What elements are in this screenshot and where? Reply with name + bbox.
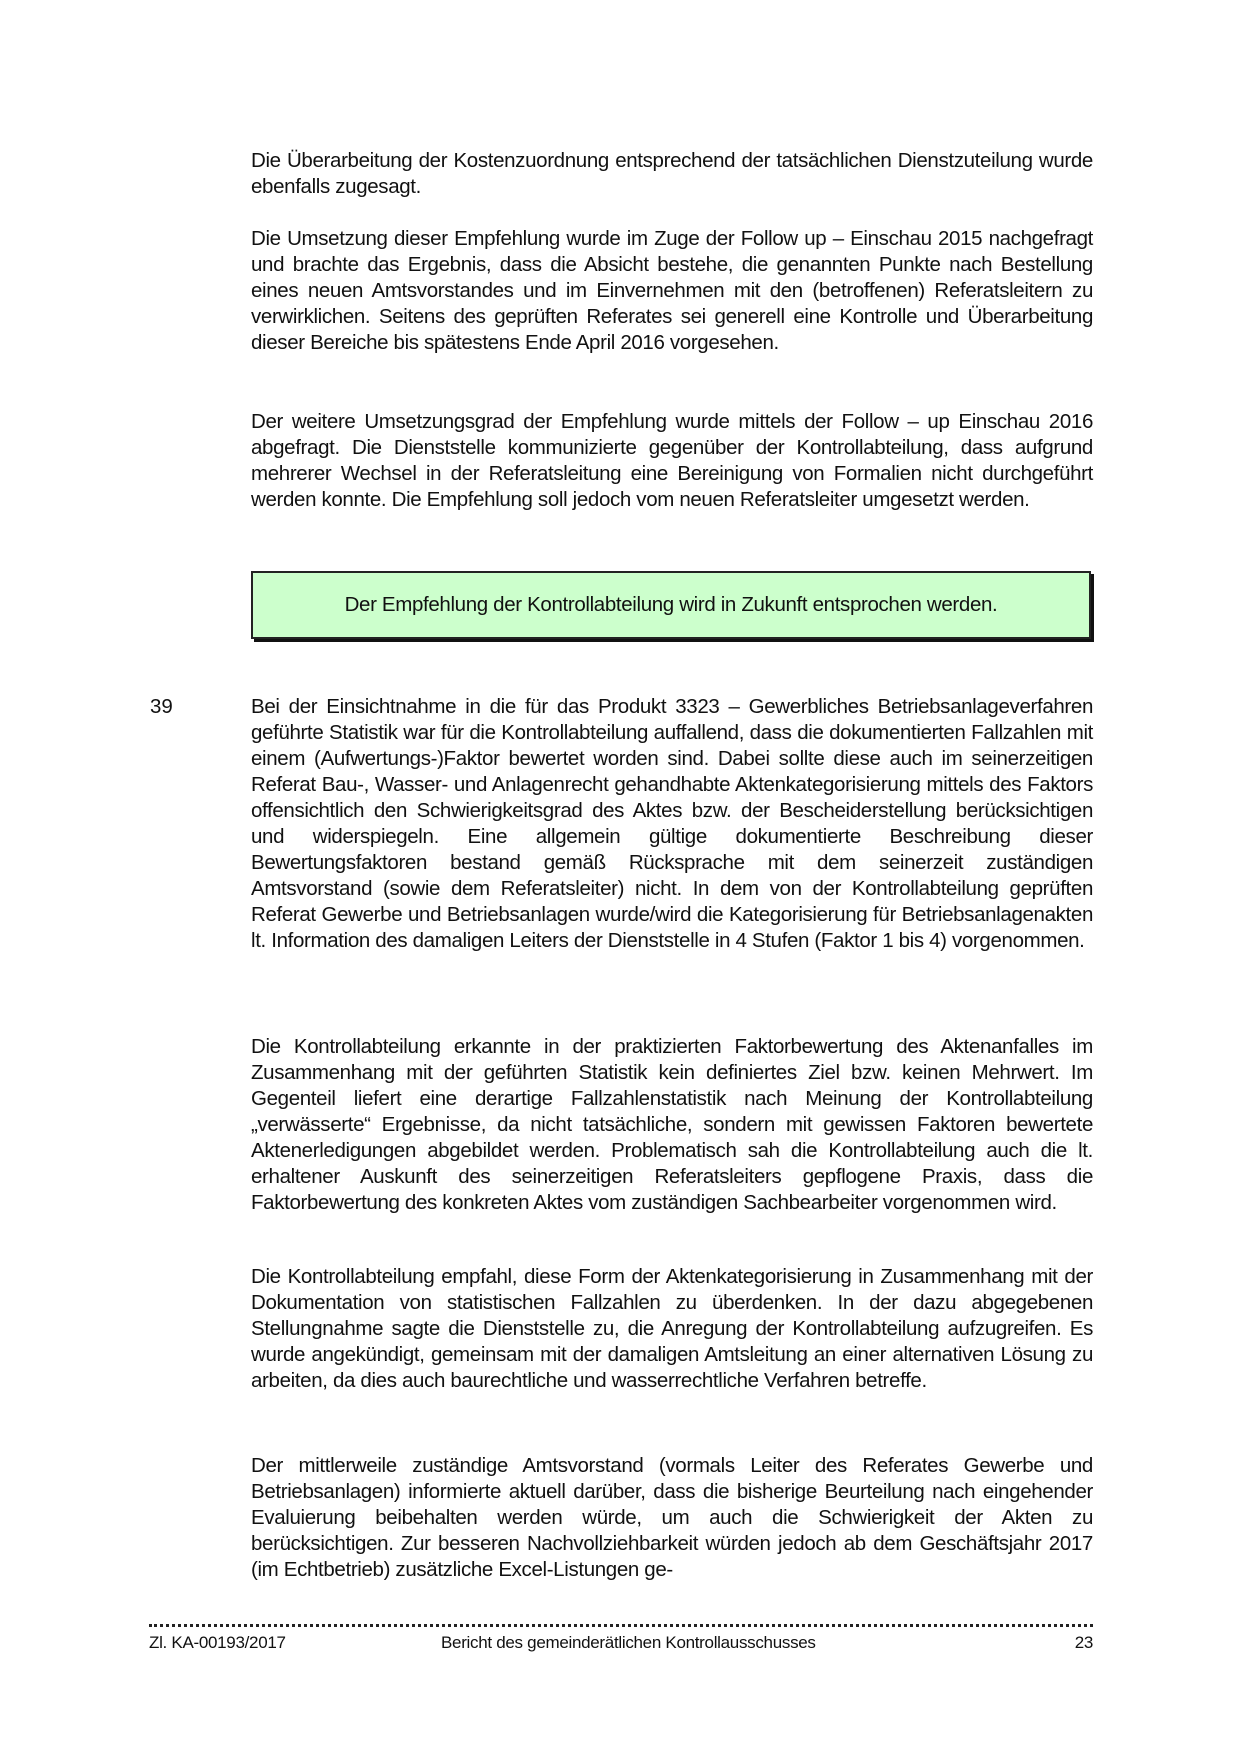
section-paragraph-assessment <box>251 1034 1093 1216</box>
paragraph-text: Bei der Einsichtnahme in die für das Produkt 3323 – Gewerbliches Betriebsanlageverfahren geführte Statistik war für die Kontrollabteilung auffallend, dass die dokumentierten Fallzahlen mit einem (Aufwertungs-)Faktor bewertet worden sind. Dabei sollte diese auch im seinerzeitigen Referat Bau-, Wasser- und Anlagenrecht gehandhabte Aktenkategorisierung mittels des Faktors offensichtlich den Schwierigkeitsgrad des Aktes bzw. der Bescheiderstellung berücksichtigen und widerspiegeln. Eine allgemein gültige dokumentierte Beschreibung dieser Bewertungsfaktoren bestand gemäß Rücksprache mit dem seinerzeit zuständigen Amtsvorstand (sowie dem Referatsleiter) nicht. In dem von der Kontrollabteilung geprüften Referat Gewerbe und Betriebsanlagen wurde/wird die Kategorisierung für Betriebsanlagenakten lt. Information des damaligen Leiters der Dienststelle in 4 Stufen (Faktor 1 bis 4) vorgenommen. <box>251 695 1093 952</box>
footer-page-number: 23 <box>1074 1633 1093 1652</box>
paragraph-text: Die Überarbeitung der Kostenzuordnung entsprechend der tatsächlichen Dienstzuteilung wurde ebenfalls zugesagt. <box>251 149 1093 198</box>
paragraph-follow-up-2015 <box>251 226 1093 356</box>
footer-title: Bericht des gemeinderätlichen Kontrollausschusses <box>441 1633 816 1652</box>
footer-reference: Zl. KA-00193/2017 <box>149 1633 286 1652</box>
section-number: 39 <box>150 695 173 718</box>
footer-dotted-divider <box>149 1624 1093 1631</box>
paragraph-follow-up-2016 <box>251 409 1093 513</box>
paragraph-text: Der weitere Umsetzungsgrad der Empfehlung wurde mittels der Follow – up Einschau 2016 abgefragt. Die Dienststelle kommunizierte gegenüber der Kontrollabteilung, dass aufgrund mehrerer Wechsel in der Referatsleitung eine Bereinigung von Formalien nicht durchgeführt werden konnte. Die Empfehlung soll jedoch vom neuen Referatsleiter umgesetzt werden. <box>251 410 1093 511</box>
paragraph-text: Die Kontrollabteilung empfahl, diese Form der Aktenkategorisierung in Zusammenhang mit der Dokumentation von statistischen Fallzahlen zu überdenken. In der dazu abgegebenen Stellungnahme sagte die Dienststelle zu, die Anregung der Kontrollabteilung aufzugreifen. Es wurde angekündigt, gemeinsam mit der damaligen Amtsleitung an einer alternativen Lösung zu arbeiten, da dies auch baurechtliche und wasserrechtliche Verfahren betreffe. <box>251 1265 1093 1392</box>
paragraph-text: Der mittlerweile zuständige Amtsvorstand (vormals Leiter des Referates Gewerbe und Betriebsanlagen) informierte aktuell darüber, dass die bisherige Beurteilung nach eingehender Evaluierung beibehalten werden würde, um auch die Schwierigkeit der Akten zu berücksichtigen. Zur besseren Nachvollziehbarkeit würden jedoch ab dem Geschäftsjahr 2017 (im Echtbetrieb) zusätzliche Excel-Listungen ge- <box>251 1454 1093 1581</box>
section-paragraph-recommendation <box>251 1264 1093 1394</box>
paragraph-text: Die Kontrollabteilung erkannte in der praktizierten Faktorbewertung des Aktenanfalles im Zusammenhang mit der geführten Statistik kein definiertes Ziel bzw. keinen Mehrwert. Im Gegenteil liefert eine derartige Fallzahlenstatistik nach Meinung der Kontrollabteilung „verwässerte“ Ergebnisse, da nicht tatsächliche, sondern mit gewissen Faktoren bewertete Aktenerledigungen abgebildet werden. Problematisch sah die Kontrollabteilung auch die lt. erhaltener Auskunft des seinerzeitigen Referatsleiters gepflogene Praxis, dass die Faktorbewertung des konkreten Aktes vom zuständigen Sachbearbeiter vorgenommen wird. <box>251 1035 1093 1214</box>
section-paragraph-statistics <box>251 694 1093 954</box>
page-footer <box>149 1632 1093 1656</box>
paragraph-text: Die Umsetzung dieser Empfehlung wurde im Zuge der Follow up – Einschau 2015 nachgefragt und brachte das Ergebnis, dass die Absicht bestehe, die genannten Punkte nach Bestellung eines neuen Amtsvorstandes und im Einvernehmen mit den (betroffenen) Referatsleitern zu verwirklichen. Seitens des geprüften Referates sei generell eine Kontrolle und Überarbeitung dieser Bereiche bis spätestens Ende April 2016 vorgesehen. <box>251 227 1093 354</box>
recommendation-callout-box <box>251 571 1091 639</box>
paragraph-cost-allocation <box>251 148 1093 200</box>
callout-text: Der Empfehlung der Kontrollabteilung wird in Zukunft entsprochen werden. <box>344 593 998 616</box>
section-paragraph-current-status <box>251 1453 1093 1583</box>
